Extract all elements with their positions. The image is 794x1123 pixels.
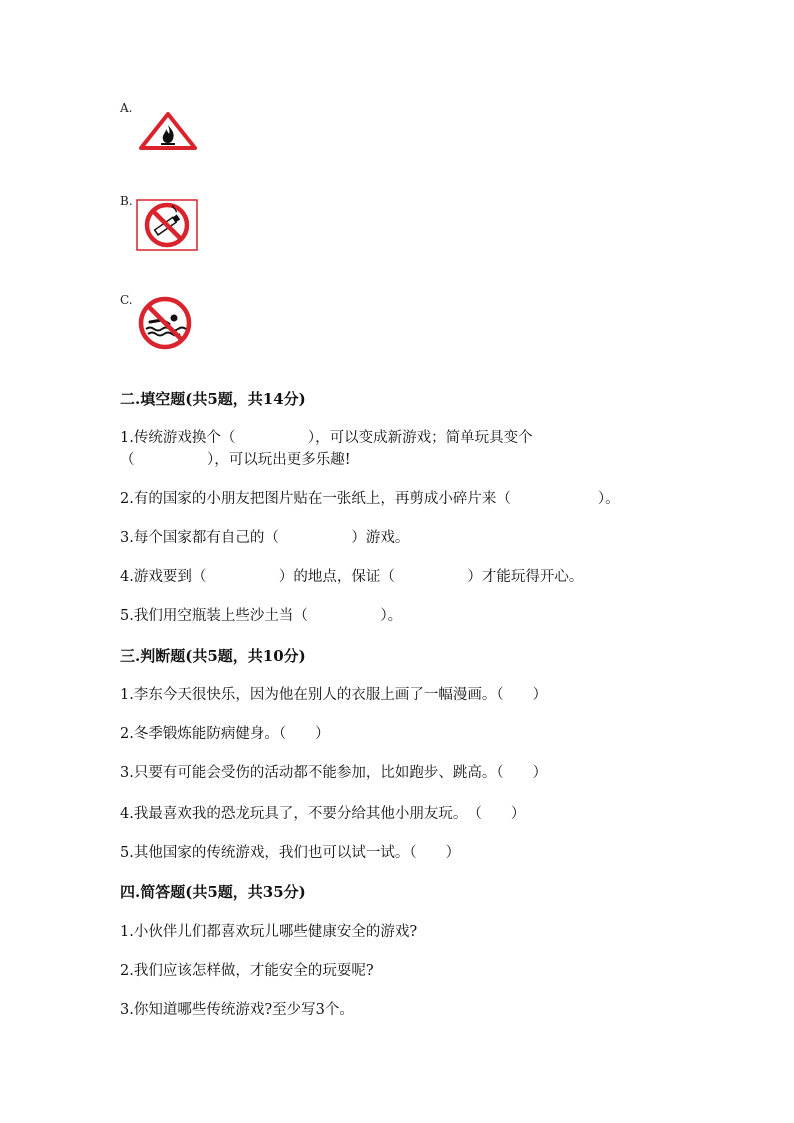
fill-in-question-2: 2.有的国家的小朋友把图片贴在一张纸上，再剪成小碎片来（ ）。 (120, 491, 620, 507)
flammable-warning-icon (139, 112, 197, 150)
true-false-question-3: 3.只要有可能会受伤的活动都不能参加，比如跑步、跳高。（ ） (120, 765, 548, 781)
option-a-label: A. (120, 101, 133, 115)
true-false-question-1: 1.李东今天很快乐，因为他在别人的衣服上画了一幅漫画。（ ） (120, 687, 548, 703)
true-false-question-4: 4.我最喜欢我的恐龙玩具了，不要分给其他小朋友玩。 （ ） (120, 806, 526, 822)
fill-in-question-1-line-2: （ ），可以玩出更多乐趣! (120, 452, 351, 468)
option-c-label: C. (120, 293, 133, 307)
no-swimming-icon (136, 296, 194, 350)
fill-in-question-4: 4.游戏要到（ ）的地点，保证（ ）才能玩得开心。 (120, 569, 584, 585)
option-b-label: B. (120, 194, 133, 208)
section-title-short-answer: 四.简答题(共5题，共35分) (120, 883, 306, 901)
short-answer-question-3: 3.你知道哪些传统游戏?至少写3个。 (120, 1002, 354, 1018)
short-answer-question-1: 1.小伙伴儿们都喜欢玩儿哪些健康安全的游戏? (120, 924, 418, 940)
true-false-question-2: 2.冬季锻炼能防病健身。（ ） (120, 726, 330, 742)
section-title-true-false: 三.判断题(共5题，共10分) (120, 647, 306, 665)
fill-in-question-3: 3.每个国家都有自己的（ ）游戏。 (120, 530, 410, 546)
fill-in-question-5: 5.我们用空瓶装上些沙土当（ ）。 (120, 608, 403, 624)
true-false-question-5: 5.其他国家的传统游戏，我们也可以试一试。（ ） (120, 845, 461, 861)
no-smoking-icon (136, 199, 198, 251)
fill-in-question-1-line-1: 1.传统游戏换个（ ），可以变成新游戏；简单玩具变个 (120, 430, 533, 446)
short-answer-question-2: 2.我们应该怎样做，才能安全的玩耍呢? (120, 963, 374, 979)
section-title-fill-in: 二.填空题(共5题，共14分) (120, 390, 306, 408)
